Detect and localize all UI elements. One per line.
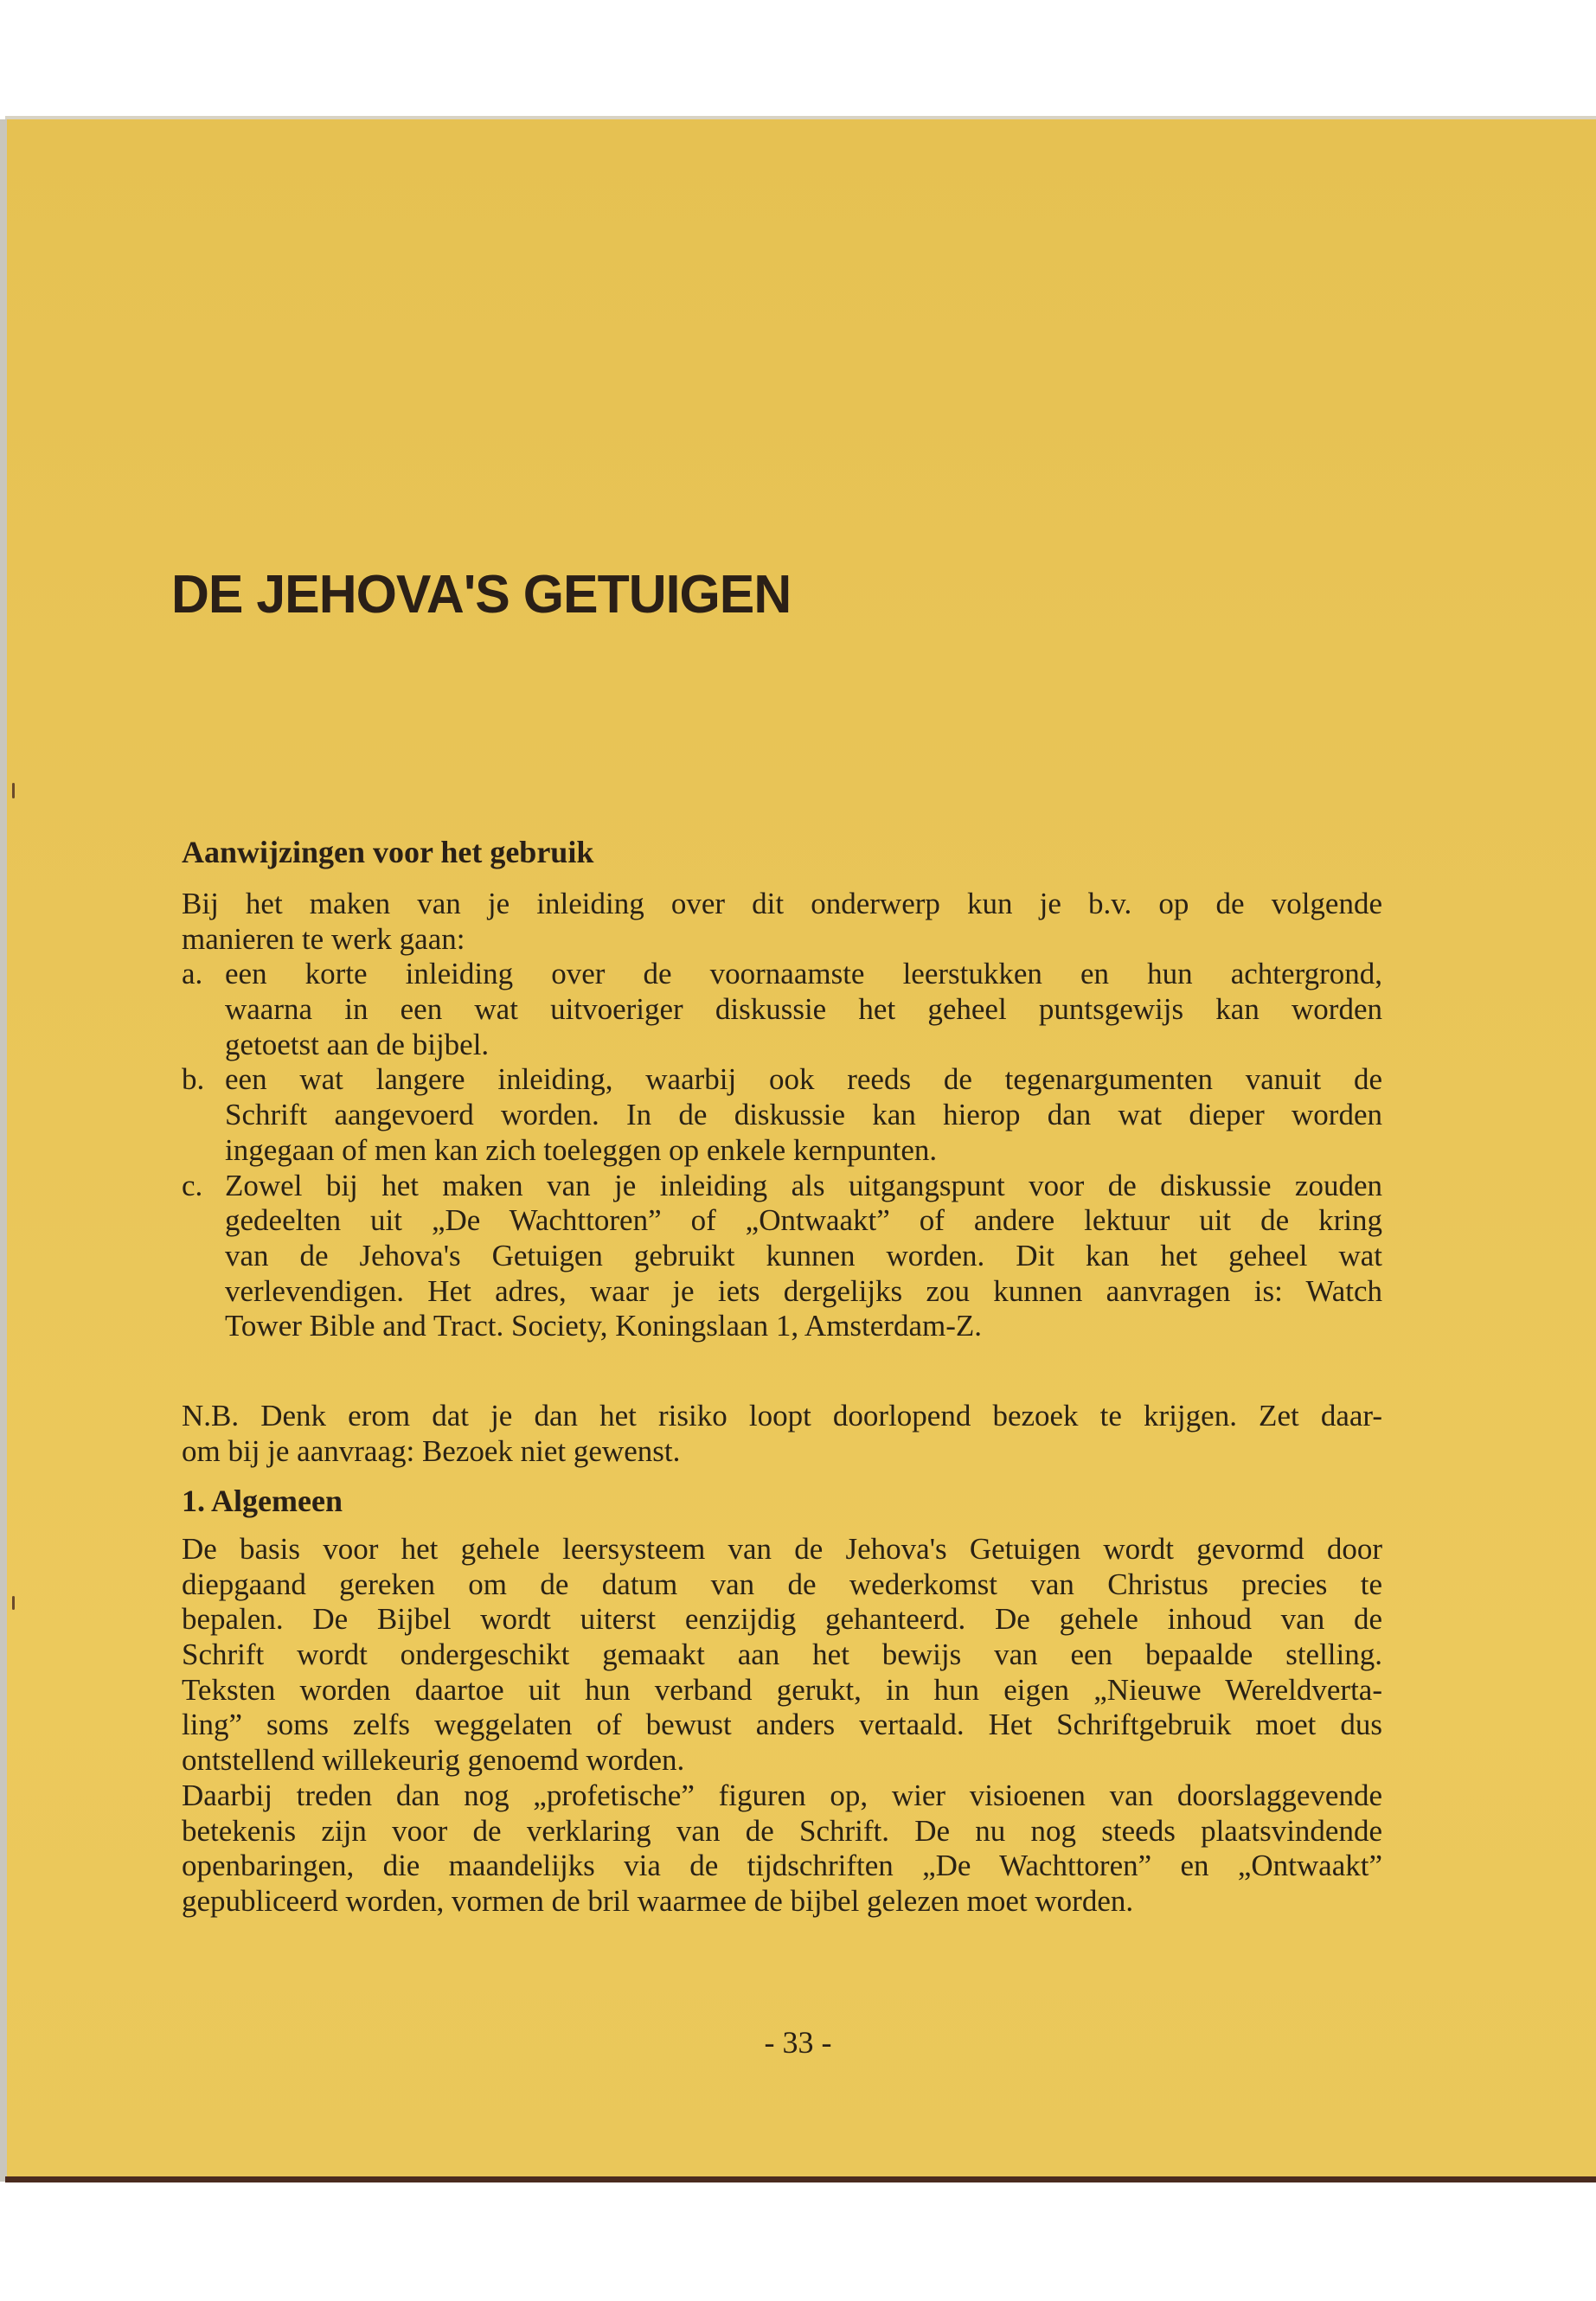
list-item-label: b. <box>182 1062 205 1097</box>
text-line: verlevendigen. Het adres, waar je iets dergelijks zou kunnen aanvragen is: Watch <box>225 1273 1382 1308</box>
text-line: gepubliceerd worden, vormen de bril waarmee de bijbel gelezen moet worden. <box>182 1883 1134 1918</box>
paragraph <box>182 1779 1382 1920</box>
list-item <box>182 957 1382 1062</box>
text-line: Zowel bij het maken van je inleiding als uitgangspunt voor de diskussie zouden <box>225 1168 1382 1202</box>
text-line: om bij je aanvraag: Bezoek niet gewenst. <box>182 1433 681 1468</box>
text-line: getoetst aan de bijbel. <box>225 1027 490 1061</box>
text-line: betekenis zijn voor de verklaring van de Schrift. De nu nog steeds plaatsvindende <box>182 1813 1382 1848</box>
section-heading: 1. Algemeen <box>182 1484 343 1518</box>
text-line: Schrift aangevoerd worden. In de diskussie kan hierop dan wat dieper worden <box>225 1098 1382 1132</box>
text-line: Teksten worden daartoe uit hun verband gerukt, in hun eigen „Nieuwe Wereldverta- <box>182 1672 1382 1707</box>
text-line: ingegaan of men kan zich toeleggen op enkele kernpunten. <box>225 1132 938 1167</box>
instructions-body <box>182 887 1382 1344</box>
text-line: bepalen. De Bijbel wordt uiterst eenzijdig gehanteerd. De gehele inhoud van de <box>182 1602 1382 1637</box>
list-item <box>182 1169 1382 1344</box>
instructions-heading: Aanwijzingen voor het gebruik <box>182 835 594 869</box>
text-line: De basis voor het gehele leersysteem van de Jehova's Getuigen wordt gevormd door <box>182 1532 1382 1566</box>
text-line: van de Jehova's Getuigen gebruikt kunnen worden. Dit kan het geheel wat <box>225 1238 1382 1272</box>
margin-mark <box>12 783 15 798</box>
page-title: DE JEHOVA'S GETUIGEN <box>171 565 792 625</box>
list-item-label: c. <box>182 1168 203 1202</box>
text-line: Tower Bible and Tract. Society, Koningslaan 1, Amsterdam-Z. <box>225 1309 982 1343</box>
page-number: - 33 - <box>764 2025 832 2060</box>
note-paragraph <box>182 1399 1382 1469</box>
text-line: waarna in een wat uitvoeriger diskussie het geheel puntsgewijs kan worden <box>225 992 1382 1027</box>
text-line: ontstellend willekeurig genoemd worden. <box>182 1743 685 1778</box>
text-line: ling” soms zelfs weggelaten of bewust anders vertaald. Het Schriftgebruik moet dus <box>182 1708 1382 1742</box>
list-item <box>182 1062 1382 1168</box>
text-line: Daarbij treden dan nog „profetische” figuren op, wier visioenen van doorslaggevende <box>182 1778 1382 1812</box>
text-line: diepgaand gereken om de datum van de wederkomst van Christus precies te <box>182 1567 1382 1601</box>
page-bottom-edge <box>5 2176 1596 2182</box>
text-line: Bij het maken van je inleiding over dit onderwerp kun je b.v. op de volgende <box>182 887 1382 920</box>
instructions-intro <box>182 887 1382 957</box>
text-line: gedeelten uit „De Wachttoren” of „Ontwaakt” of andere lektuur uit de kring <box>225 1203 1382 1238</box>
paragraph <box>182 1532 1382 1779</box>
list-item-label: a. <box>182 957 203 991</box>
text-line: openbaringen, die maandelijks via de tijdschriften „De Wachttoren” en „Ontwaakt” <box>182 1849 1382 1883</box>
page-binding-edge <box>0 119 7 2182</box>
text-line: manieren te werk gaan: <box>182 921 465 956</box>
instructions-list <box>182 957 1382 1344</box>
text-line: een korte inleiding over de voornaamste leerstukken en hun achtergrond, <box>225 957 1382 991</box>
text-line: een wat langere inleiding, waarbij ook reeds de tegenargumenten vanuit de <box>225 1062 1382 1097</box>
text-line: Schrift wordt ondergeschikt gemaakt aan het bewijs van een bepaalde stelling. <box>182 1638 1382 1672</box>
text-line: N.B. Denk erom dat je dan het risiko loopt doorlopend bezoek te krijgen. Zet daar- <box>182 1399 1382 1433</box>
margin-mark <box>12 1596 15 1610</box>
section-body <box>182 1532 1382 1920</box>
